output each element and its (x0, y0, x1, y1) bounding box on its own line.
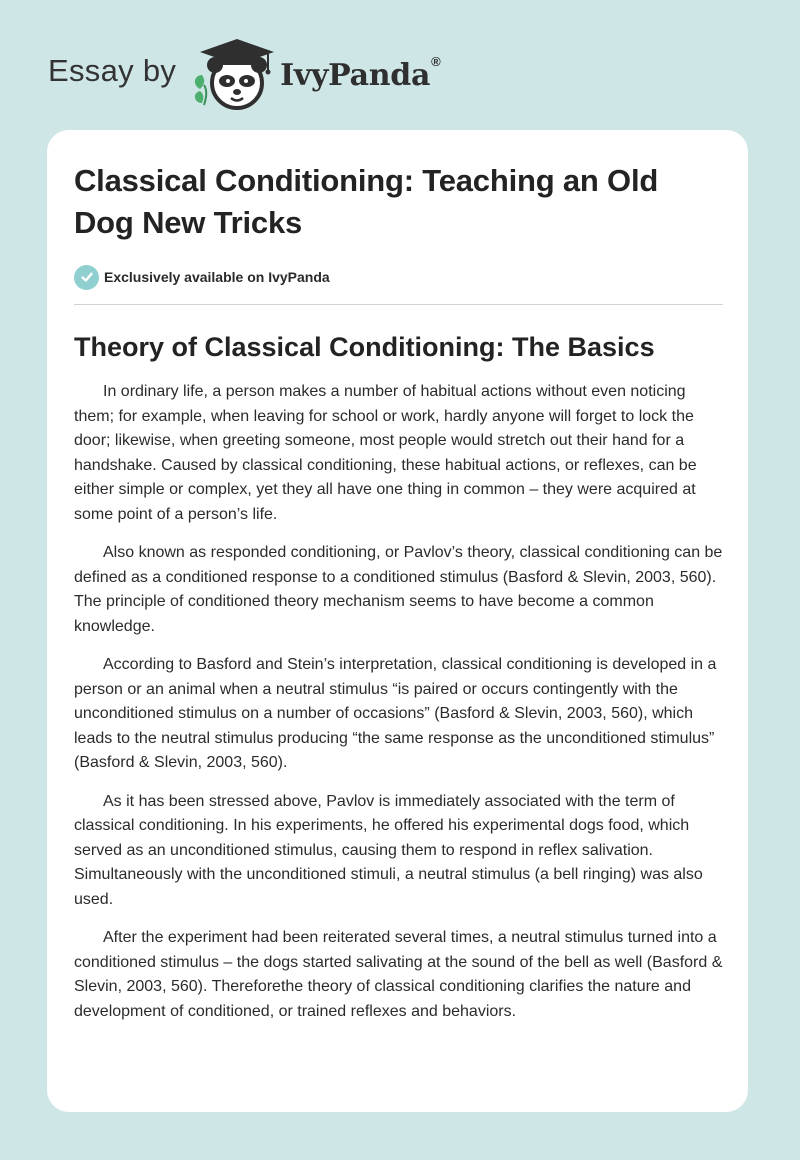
panda-graduation-cap-logo-icon[interactable] (188, 35, 276, 113)
paragraph: Also known as responded conditioning, or Pavlov’s theory, classical conditioning can be defined as a conditioned response to a conditioned stimulus (Basford & Slevin, 2003, 560). The principle of conditioned theory mechanism seems to have become a common knowledge. (74, 544, 723, 635)
exclusive-label: Exclusively available on IvyPanda (104, 269, 330, 285)
page-title: Classical Conditioning: Teaching an Old Dog New Tricks (74, 163, 659, 240)
article-body (74, 380, 723, 1024)
essay-by-label: Essay by (48, 53, 177, 88)
check-circle-icon (74, 265, 99, 290)
section-title: Theory of Classical Conditioning: The Basics (74, 332, 655, 362)
paragraph: According to Basford and Stein’s interpretation, classical conditioning is developed in a person or an animal when a neutral stimulus “is paired or occurs contingently with the unconditioned stimulus on a number of occasions” (Basford & Slevin, 2003, 560), which leads to the neutral stimulus producing “the same response as the unconditioned stimulus” (Basford & Slevin, 2003, 560). (74, 656, 717, 771)
exclusive-badge (74, 264, 723, 290)
paragraph: After the experiment had been reiterated several times, a neutral stimulus turned into a conditioned stimulus – the dogs started salivating at the sound of the bell as well (Basford & Slevin, 2003, 560). Thereforethe theory of classical conditioning clarifies the nature and development of conditioned, or trained reflexes and behaviors. (74, 929, 723, 1020)
brand-name[interactable] (280, 53, 441, 93)
divider (74, 304, 723, 305)
article-card (47, 130, 748, 1112)
site-header (48, 34, 440, 114)
article-content (74, 160, 723, 1038)
registered-mark: ® (431, 53, 441, 69)
paragraph: In ordinary life, a person makes a number of habitual actions without even noticing them; for example, when leaving for school or work, hardly anyone will forget to lock the door; likewise, when greeting someone, most people would stretch out their hand for a handshake. Caused by classical conditioning, these habitual actions, or reflexes, can be either simple or complex, yet they all have one thing in common – they were acquired at some point of a person’s life. (74, 383, 697, 523)
paragraph: As it has been stressed above, Pavlov is immediately associated with the term of classical conditioning. In his experiments, he offered his experimental dogs food, which served as an unconditioned stimulus, causing them to respond in reflex salivation. Simultaneously with the unconditioned stimuli, a neutral stimulus (a bell ringing) was also used. (74, 792, 703, 908)
brand-text: IvyPanda (280, 57, 431, 93)
